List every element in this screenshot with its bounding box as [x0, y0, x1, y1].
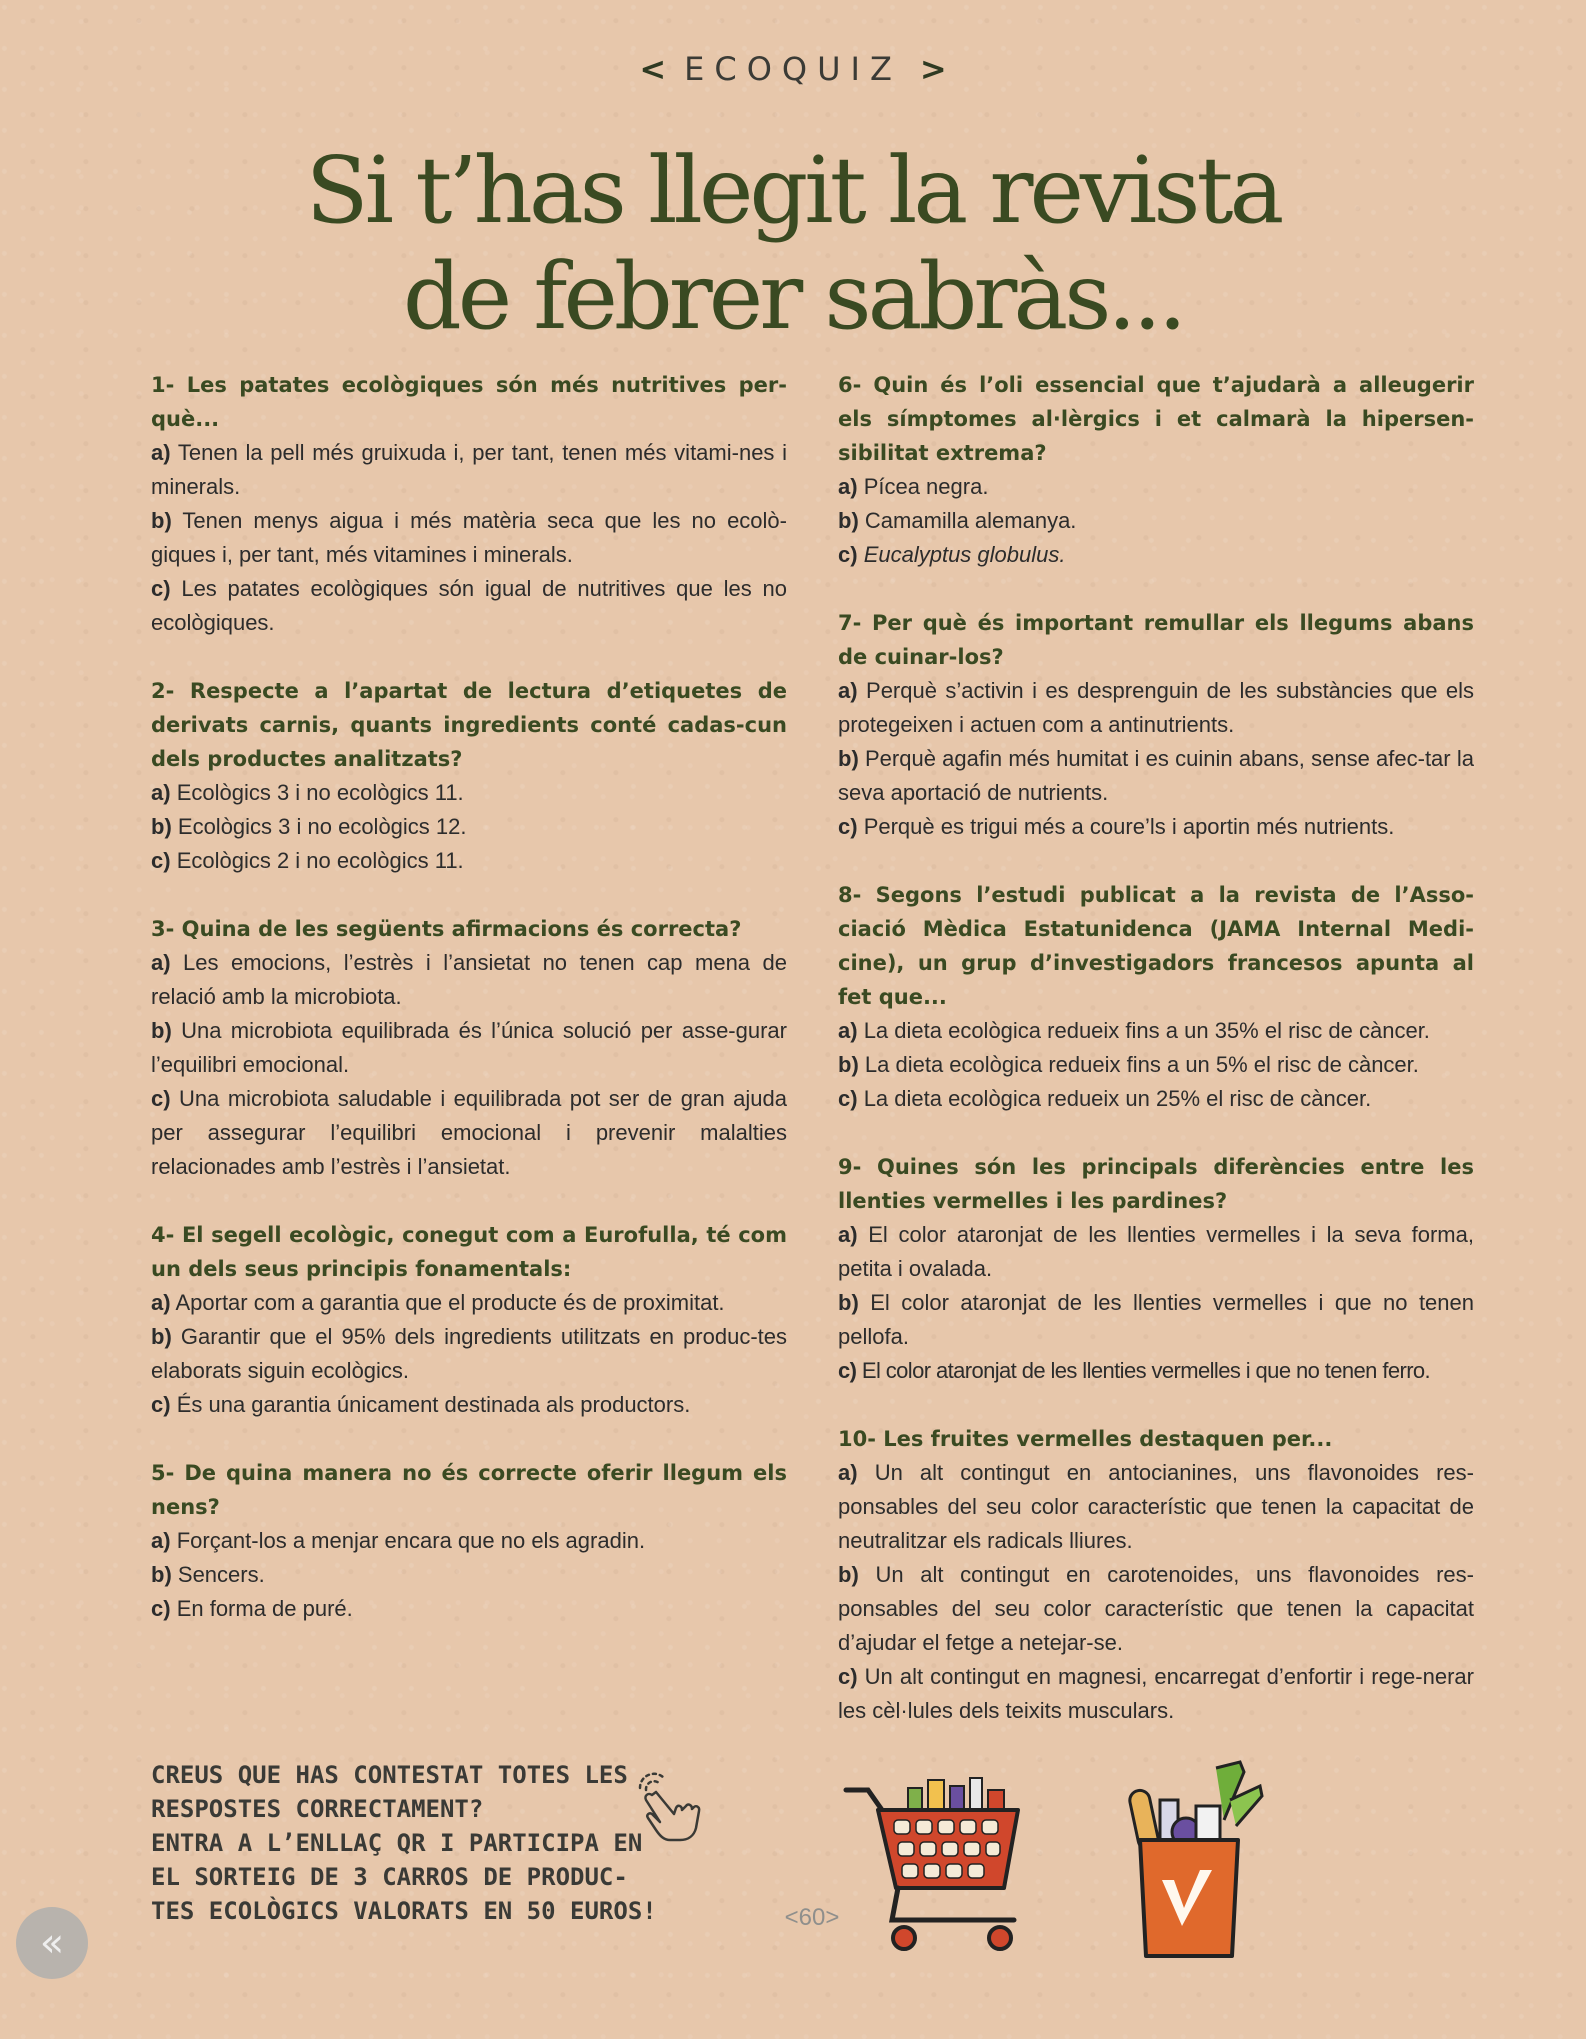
option-a: a) Aportar com a garantia que el producte és de proximitat. [151, 1290, 725, 1315]
question-title: 10- Les fruites vermelles destaquen per... [838, 1427, 1333, 1451]
question-10 [838, 1422, 1474, 1728]
double-chevron-left-icon: « [39, 1920, 65, 1966]
option-c: c) Un alt contingut en magnesi, encarregat d’enfortir i rege-nerar les cèl·lules dels teixits musculars. [838, 1664, 1474, 1723]
option-c: c) És una garantia únicament destinada als productors. [151, 1392, 691, 1417]
shopping-cart-icon [838, 1770, 1038, 1960]
question-7 [838, 606, 1474, 844]
option-b: b) Perquè agafin més humitat i es cuinin abans, sense afec-tar la seva aportació de nutrients. [838, 746, 1474, 805]
question-title: 7- Per què és important remullar els llegums abans de cuinar-los? [838, 611, 1474, 669]
cta-line: CREUS QUE HAS CONTESTAT TOTES LES [151, 1761, 628, 1789]
option-a: a) El color ataronjat de les llenties vermelles i la seva forma, petita i ovalada. [838, 1222, 1474, 1281]
question-title: 6- Quin és l’oli essencial que t’ajudarà a alleugerir els símptomes al·lèrgics i et calmarà la hipersen-sibilitat extrema? [838, 373, 1474, 465]
question-3 [151, 912, 787, 1184]
option-a: a) La dieta ecològica redueix fins a un 35% el risc de càncer. [838, 1018, 1430, 1043]
option-b: b) Ecològics 3 i no ecològics 12. [151, 814, 467, 839]
question-8 [838, 878, 1474, 1116]
kicker-right-chevron: > [919, 50, 947, 88]
section-kicker [0, 50, 1586, 88]
option-b: b) Garantir que el 95% dels ingredients utilitzats en produc-tes elaborats siguin ecològics. [151, 1324, 787, 1383]
question-title: 2- Respecte a l’apartat de lectura d’etiquetes de derivats carnis, quants ingredients conté cadas-cun dels productes analitzats? [151, 679, 787, 771]
option-c: c) Les patates ecològiques són igual de nutritives que les no ecològiques. [151, 576, 787, 635]
option-a: a) Pícea negra. [838, 474, 989, 499]
back-button[interactable] [16, 1907, 88, 1979]
page-title [0, 138, 1586, 350]
question-4 [151, 1218, 787, 1422]
option-a: a) Perquè s’activin i es desprenguin de les substàncies que els protegeixen i actuen com a antinutrients. [838, 678, 1474, 737]
question-title: 4- El segell ecològic, conegut com a Eurofulla, té com un dels seus principis fonamentals: [151, 1223, 787, 1281]
cta-line: TES ECOLÒGICS VALORATS EN 50 EUROS! [151, 1897, 657, 1925]
question-1 [151, 368, 787, 640]
question-5 [151, 1456, 787, 1626]
option-b: b) Una microbiota equilibrada és l’única solució per asse-gurar l’equilibri emocional. [151, 1018, 787, 1077]
option-a: a) Un alt contingut en antocianines, uns flavonoides res-ponsables del seu color característic que tenen la capacitat de neutralitzar els radicals lliures. [838, 1460, 1474, 1553]
page-number-right: > [825, 1904, 840, 1931]
option-b: b) El color ataronjat de les llenties vermelles i que no tenen pellofa. [838, 1290, 1474, 1349]
tap-hand-icon[interactable] [634, 1770, 704, 1844]
option-c: c) Perquè es trigui més a coure’ls i aportin més nutrients. [838, 814, 1395, 839]
kicker-label: ECOQUIZ [684, 50, 902, 88]
option-c: c) La dieta ecològica redueix un 25% el risc de càncer. [838, 1086, 1372, 1111]
option-b: b) Camamilla alemanya. [838, 508, 1077, 533]
grocery-bag-icon [1120, 1760, 1270, 1960]
kicker-left-chevron: < [639, 50, 667, 88]
title-line-2: de febrer sabràs... [402, 243, 1184, 350]
question-2 [151, 674, 787, 878]
option-b: b) La dieta ecològica redueix fins a un 5% el risc de càncer. [838, 1052, 1419, 1077]
cta-line: ENTRA A L’ENLLAÇ QR I PARTICIPA EN [151, 1829, 643, 1857]
option-a: a) Les emocions, l’estrès i l’ansietat no tenen cap mena de relació amb la microbiota. [151, 950, 787, 1009]
question-title: 3- Quina de les següents afirmacions és correcta? [151, 917, 742, 941]
option-c: c) Ecològics 2 i no ecològics 11. [151, 848, 464, 873]
option-c: c) Eucalyptus globulus. [838, 542, 1066, 567]
page-number-value: 60 [798, 1904, 826, 1931]
option-c: c) Una microbiota saludable i equilibrada pot ser de gran ajuda per assegurar l’equilibri emocional i prevenir malalties relacionades amb l’estrès i l’ansietat. [151, 1086, 787, 1179]
question-6 [838, 368, 1474, 572]
question-title: 1- Les patates ecològiques són més nutritives per-què... [151, 373, 787, 431]
questions-right-column [838, 368, 1474, 1762]
option-a: a) Ecològics 3 i no ecològics 11. [151, 780, 464, 805]
option-c: c) El color ataronjat de les llenties vermelles i que no tenen ferro. [838, 1358, 1431, 1383]
title-line-1: Si t’has llegit la revista [305, 137, 1281, 244]
option-a: a) Tenen la pell més gruixuda i, per tant, tenen més vitami-nes i minerals. [151, 440, 787, 499]
page-number [770, 1904, 854, 1932]
question-title: 8- Segons l’estudi publicat a la revista de l’Asso-ciació Mèdica Estatunidenca (JAMA Internal Medi-cine), un grup d’investigadors francesos apunta al fet que... [838, 883, 1474, 1009]
page-number-left: < [784, 1904, 799, 1931]
cta-line: RESPOSTES CORRECTAMENT? [151, 1795, 484, 1823]
question-title: 5- De quina manera no és correcte oferir llegum els nens? [151, 1461, 787, 1519]
question-title: 9- Quines són les principals diferències entre les llenties vermelles i les pardines? [838, 1155, 1474, 1213]
option-b: b) Sencers. [151, 1562, 265, 1587]
option-b: b) Un alt contingut en carotenoides, uns flavonoides res-ponsables del seu color característic que tenen la capacitat d’ajudar el fetge a netejar-se. [838, 1562, 1474, 1655]
option-b: b) Tenen menys aigua i més matèria seca que les no ecolò-giques i, per tant, més vitamines i minerals. [151, 508, 787, 567]
question-9 [838, 1150, 1474, 1388]
cta-line: EL SORTEIG DE 3 CARROS DE PRODUC- [151, 1863, 628, 1891]
option-c: c) En forma de puré. [151, 1596, 353, 1621]
option-a: a) Forçant-los a menjar encara que no els agradin. [151, 1528, 646, 1553]
questions-left-column [151, 368, 787, 1660]
contest-call-to-action [151, 1758, 657, 1928]
